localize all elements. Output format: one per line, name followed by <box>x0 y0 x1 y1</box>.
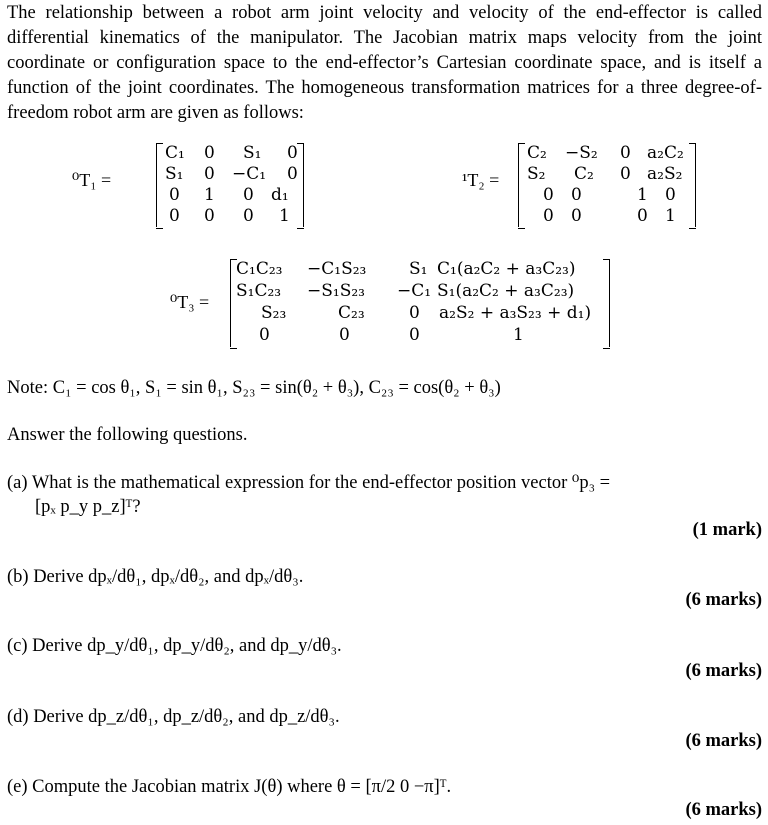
t12-cell: 0 <box>543 185 554 205</box>
t12-cell: 1 <box>637 185 648 205</box>
t01-cell: 0 <box>204 143 215 163</box>
t12-cell: 0 <box>571 206 582 226</box>
t03-cell: 0 <box>259 325 270 345</box>
t03-cell: S₁ <box>409 259 428 279</box>
t01-cell: 0 <box>169 206 180 226</box>
t01-cell: 0 <box>204 164 215 184</box>
t03-cell: S₁(a₂C₂ + a₃C₂₃) <box>437 281 575 301</box>
t12-cell: 0 <box>665 185 676 205</box>
t12-cell: 0 <box>637 206 648 226</box>
t01-cell: 0 <box>287 164 298 184</box>
t01-cell: 0 <box>204 206 215 226</box>
t01-cell: 1 <box>279 206 290 226</box>
note: Note: C₁ = cos θ₁, S₁ = sin θ₁, S₂₃ = sin(θ₂ + θ₃), C₂₃ = cos(θ₂ + θ₃) <box>7 378 501 398</box>
mark-d: (6 marks) <box>685 731 762 751</box>
t03-cell: 0 <box>339 325 350 345</box>
mark-c: (6 marks) <box>685 661 762 681</box>
t03-cell: −C₁ <box>397 281 432 301</box>
question-b: (b) Derive dpₓ/dθ₁, dpₓ/dθ₂, and dpₓ/dθ₃. <box>7 567 304 587</box>
answer-prompt: Answer the following questions. <box>7 425 248 445</box>
t12-cell: C₂ <box>574 164 594 184</box>
t03-cell: C₁(a₂C₂ + a₃C₂₃) <box>437 259 576 279</box>
t03-cell: 1 <box>513 325 524 345</box>
t01-matrix <box>156 143 304 227</box>
t12-cell: S₂ <box>527 164 546 184</box>
t12-cell: 0 <box>620 143 631 163</box>
t01-cell: C₁ <box>165 143 185 163</box>
t12-label: ¹T₂ = <box>462 170 500 190</box>
t03-cell: 0 <box>409 325 420 345</box>
intro-paragraph: The relationship between a robot arm joint velocity and velocity of the end-effector is called differential kinematics of the manipulator. The Jacobian matrix maps velocity from the joint coordinate or configuration space to the end-effector’s Cartesian coordinate space, and is itself a function of the joint coordinates. The homogeneous transformation matrices for a three degree-of-freedom robot arm are given as follows: <box>7 3 762 123</box>
t01-cell: S₁ <box>165 164 184 184</box>
t01-cell: 1 <box>204 185 215 205</box>
t12-cell: 0 <box>571 185 582 205</box>
t03-cell: C₁C₂₃ <box>236 259 283 279</box>
t03-cell: 0 <box>409 303 420 323</box>
t03-cell: S₂₃ <box>261 303 287 323</box>
question-a: (a) What is the mathematical expression for the end-effector position vector ⁰p₃ = <box>7 473 611 493</box>
t12-cell: 0 <box>543 206 554 226</box>
t01-cell: S₁ <box>243 143 262 163</box>
question-a-continued: [pₓ p_y p_z]ᵀ? <box>35 497 141 517</box>
t01-cell: d₁ <box>271 185 289 205</box>
mark-e: (6 marks) <box>685 800 762 820</box>
t12-cell: C₂ <box>527 143 547 163</box>
t03-matrix <box>230 259 610 347</box>
t12-cell: 1 <box>665 206 676 226</box>
mark-a: (1 mark) <box>692 520 762 540</box>
t03-cell: −C₁S₂₃ <box>307 259 367 279</box>
t03-cell: C₂₃ <box>338 303 365 323</box>
t01-label: ⁰T₁ = <box>72 170 112 190</box>
t12-cell: a₂S₂ <box>647 164 683 184</box>
t03-label: ⁰T₃ = <box>170 292 210 312</box>
t01-cell: 0 <box>169 185 180 205</box>
t01-cell: 0 <box>243 185 254 205</box>
t12-cell: −S₂ <box>565 143 598 163</box>
t01-cell: 0 <box>287 143 298 163</box>
t12-cell: 0 <box>620 164 631 184</box>
t03-cell: S₁C₂₃ <box>236 281 282 301</box>
mark-b: (6 marks) <box>685 590 762 610</box>
question-d: (d) Derive dp_z/dθ₁, dp_z/dθ₂, and dp_z/dθ₃. <box>7 707 340 727</box>
t03-cell: a₂S₂ + a₃S₂₃ + d₁) <box>439 303 592 323</box>
t01-cell: 0 <box>243 206 254 226</box>
question-e: (e) Compute the Jacobian matrix J(θ) where θ = [π/2 0 −π]ᵀ. <box>7 777 452 797</box>
question-c: (c) Derive dp_y/dθ₁, dp_y/dθ₂, and dp_y/dθ₃. <box>7 636 342 656</box>
t01-cell: −C₁ <box>232 164 267 184</box>
t03-cell: −S₁S₂₃ <box>307 281 365 301</box>
t12-cell: a₂C₂ <box>647 143 684 163</box>
t12-matrix <box>518 143 696 227</box>
